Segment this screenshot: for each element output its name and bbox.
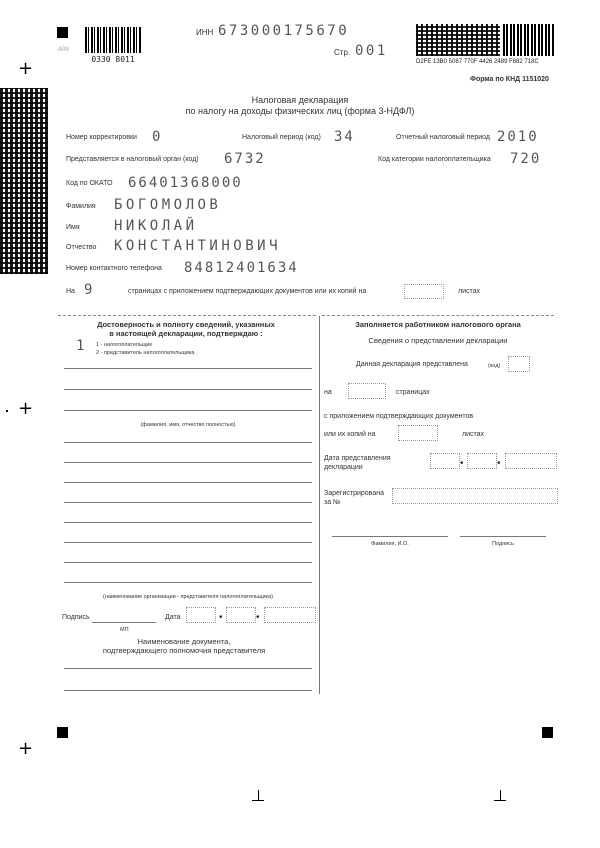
date-dot-1-left: • [219,612,223,623]
page-label: Стр. [334,48,351,57]
left-doc-line-2 [64,690,312,691]
registration-tick-bottom-right-base [494,800,506,801]
with-docs-label: с приложением подтверждающих документов [324,413,474,420]
attachment-sheets-cells[interactable] [404,284,444,299]
section-divider [319,316,320,694]
section-top-line-right [322,315,554,316]
left-line-11 [64,582,312,583]
left-line-5 [64,462,312,463]
pages-count-cells[interactable] [348,383,386,399]
option-representative: 2 - представитель налогоплательщика [96,350,195,356]
surname-value: БОГОМОЛОВ [114,197,222,213]
surname-label: Фамилия [66,203,96,210]
submitted-label: Данная декларация представлена [356,361,468,368]
tax-period-value: 34 [334,129,355,145]
date-day-cells-left[interactable] [186,607,216,623]
registration-tick-bottom-left [258,790,259,800]
date-dot-2-right: • [497,458,501,469]
name-label: Имя [66,224,80,231]
fio-line-right[interactable] [332,536,448,537]
inn-label: ИНН [196,28,214,37]
left-line-2 [64,389,312,390]
mp-label: МП [120,627,129,633]
barcode-left [85,27,141,53]
correction-label: Номер корректировки [66,134,137,141]
date-label-right-line1: Дата представления [324,455,391,462]
registered-line2: за № [324,499,341,506]
section-top-line-left [58,315,316,316]
registration-dot [6,410,8,412]
tax-authority-label: Представляется в налоговый орган (код) [66,156,199,163]
okato-label: Код по ОКАТО [66,180,113,187]
left-doc-line-1 [64,668,312,669]
left-line-6 [64,482,312,483]
barcode-2d-side [0,88,48,274]
name-value: НИКОЛАЙ [114,218,198,234]
pages-prefix: На [66,288,75,295]
date-dot-1-right: • [460,458,464,469]
copies-sheets-cells[interactable] [398,425,438,441]
left-line-4 [64,442,312,443]
page-value: 001 [355,43,388,59]
signature-line-right[interactable] [460,536,546,537]
corner-marker-bottom-right [542,727,553,738]
corner-code: A09 [58,47,69,53]
registration-number-cells[interactable] [392,488,558,504]
pages-value: 9 [84,282,93,298]
title-line1: Налоговая декларация [251,95,349,105]
date-month-cells-left[interactable] [226,607,256,623]
patronymic-value: КОНСТАНТИНОВИЧ [114,238,282,254]
fio-caption: (фамилия, имя, отчество полностью) [140,422,236,428]
copies-label: или их копий на [324,431,376,438]
form-code: Форма по КНД 1151020 [470,76,549,83]
on-label: на [324,389,332,396]
registered-line1: Зарегистрирована [324,490,384,497]
confirm-value: 1 [76,338,85,354]
left-line-10 [64,562,312,563]
phone-value: 84812401634 [184,260,299,276]
option-taxpayer: 1 - налогоплательщик [96,342,152,348]
signature-caption-right: Подпись [492,541,514,547]
date-label-left: Дата [165,614,181,621]
corner-marker-top-left [57,27,68,38]
date-year-cells-left[interactable] [264,607,316,623]
correction-value: 0 [152,129,161,145]
right-title: Заполняется работником налогового органа [355,320,521,329]
barcode-left-number: 0330 8011 [91,55,135,64]
registration-tick-bottom-left-base [252,800,264,801]
org-caption: (наименование организации - представителя налогоплательщика) [103,594,273,600]
left-line-1 [64,368,312,369]
barcode-top-right [503,24,555,56]
date-day-cells-right[interactable] [430,453,460,469]
inn-value: 673000175670 [218,23,350,39]
date-dot-2-left: • [256,612,260,623]
left-line-9 [64,542,312,543]
registration-cross-bottom: + [18,738,34,759]
left-title-line2: в настоящей декларации, подтверждаю : [109,329,263,338]
date-month-cells-right[interactable] [467,453,497,469]
barcode-2d-top [416,24,500,56]
pages-text: страницах с приложением подтверждающих документов или их копий на [128,288,367,295]
phone-label: Номер контактного телефона [66,265,162,272]
report-period-value: 2010 [497,129,539,145]
pages-label-right: страницах [396,389,430,396]
pages-suffix: листах [458,288,481,295]
left-line-8 [64,522,312,523]
fio-caption-right: Фамилия, И.О. [371,541,409,547]
tax-authority-value: 6732 [224,151,266,167]
registration-cross-middle: + [18,398,34,419]
patronymic-label: Отчество [66,244,97,251]
report-period-label: Отчетный налоговый период [396,134,490,141]
registration-cross-top: + [18,58,34,79]
okato-value: 66401368000 [128,175,243,191]
doc-title-line2: подтверждающего полномочия представителя [102,646,266,655]
doc-title-line1: Наименование документа, [137,637,231,646]
corner-marker-bottom-left [57,727,68,738]
taxpayer-category-value: 720 [510,151,542,167]
submitted-code: (код) [488,363,501,369]
tax-period-label: Налоговый период (код) [242,134,321,141]
left-title-line1: Достоверность и полноту сведений, указанных [97,320,275,329]
left-line-3 [64,410,312,411]
registration-tick-bottom-right [500,790,501,800]
sheets-label-right: листах [462,431,485,438]
signature-line[interactable] [92,622,156,623]
title-line2: по налогу на доходы физических лиц (форма 3-НДФЛ) [185,106,415,116]
submitted-code-cell[interactable] [508,356,530,372]
date-year-cells-right[interactable] [505,453,557,469]
barcode-right-text: D2FE 13B0 5087 770F 4426 2489 F882 718C [416,59,539,65]
left-line-7 [64,502,312,503]
right-subtitle: Сведения о представлении декларации [368,336,508,345]
taxpayer-category-label: Код категории налогоплательщика [378,156,491,163]
date-label-right-line2: декларации [324,464,363,471]
signature-label: Подпись [62,614,90,621]
